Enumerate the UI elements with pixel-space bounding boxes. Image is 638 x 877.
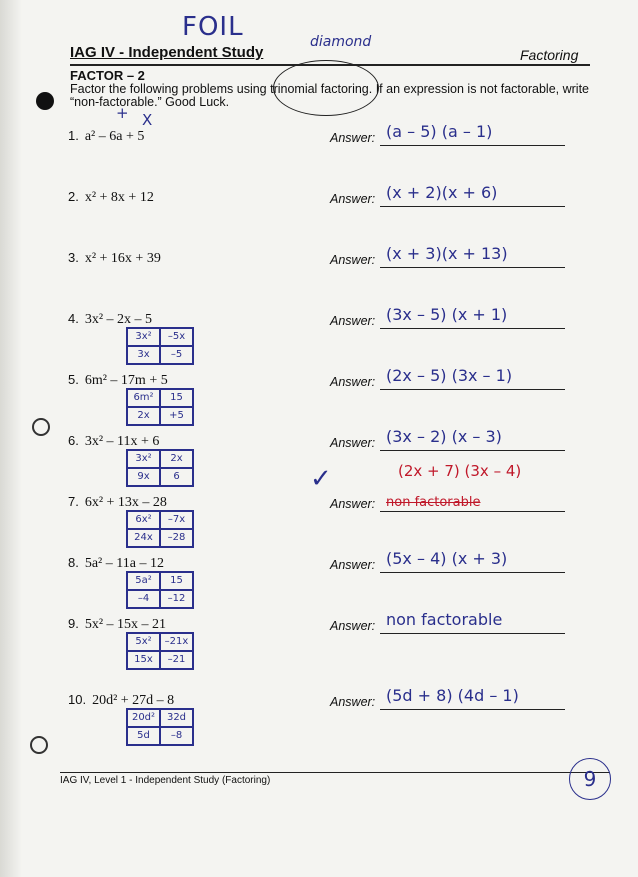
- problem-expression-text: 6x² + 13x – 28: [84, 495, 167, 510]
- factoring-box-cell: –7x: [160, 511, 193, 529]
- handwritten-answer[interactable]: (a – 5) (a – 1): [386, 122, 493, 141]
- problem-number: 9.: [68, 616, 79, 631]
- problem-expression: [68, 494, 167, 511]
- problem-expression: [68, 128, 144, 145]
- factoring-box-cell: 6m²: [127, 389, 160, 407]
- answer-line: [380, 145, 565, 146]
- factoring-box-work: [126, 510, 194, 548]
- handwritten-answer[interactable]: non factorable: [386, 495, 481, 510]
- factoring-box-cell: 24x: [127, 529, 160, 547]
- page-edge-shadow: [0, 0, 22, 877]
- problem-expression-text: 6m² – 17m + 5: [84, 373, 168, 388]
- factoring-box-work: [126, 449, 194, 487]
- handwritten-answer[interactable]: (3x – 5) (x + 1): [386, 305, 508, 324]
- problem-expression-text: 5x² – 15x – 21: [84, 617, 167, 632]
- problem-number: 5.: [68, 372, 79, 387]
- factoring-box-cell: 3x: [127, 346, 160, 364]
- answer-label: Answer:: [330, 375, 376, 389]
- problem-expression: [68, 311, 152, 328]
- factoring-box-cell: –5x: [160, 328, 193, 346]
- factoring-box-cell: –28: [160, 529, 193, 547]
- factoring-box-cell: 3x²: [127, 328, 160, 346]
- factoring-box-work: [126, 571, 194, 609]
- problem-number: 7.: [68, 494, 79, 509]
- problem-expression-text: 5a² – 11a – 12: [84, 556, 164, 571]
- worksheet-title: IAG IV - Independent Study: [70, 44, 264, 61]
- problem-expression: [68, 692, 174, 709]
- factoring-box-work: [126, 708, 194, 746]
- problem-expression: [68, 250, 161, 267]
- problem-expression-text: x² + 16x + 39: [84, 251, 161, 266]
- problem-number: 6.: [68, 433, 79, 448]
- problem-expression: [68, 189, 154, 206]
- factoring-box-cell: 5d: [127, 727, 160, 745]
- handwritten-diamond-note: diamond: [310, 34, 372, 50]
- problem-number: 2.: [68, 189, 79, 204]
- answer-line: [380, 709, 565, 710]
- factoring-box-cell: 20d²: [127, 709, 160, 727]
- answer-line: [380, 267, 565, 268]
- problem-expression: [68, 433, 159, 450]
- answer-label: Answer:: [330, 695, 376, 709]
- answer-line: [380, 572, 565, 573]
- factoring-box-work: [126, 327, 194, 365]
- punch-hole-icon: [36, 92, 54, 110]
- factoring-box-cell: 9x: [127, 468, 160, 486]
- factoring-box-cell: +5: [160, 407, 193, 425]
- punch-hole-ring-icon: [30, 736, 48, 754]
- problem-expression: [68, 372, 168, 389]
- handwritten-answer[interactable]: (x + 2)(x + 6): [386, 183, 498, 202]
- factoring-box-cell: –21: [160, 651, 193, 669]
- handwritten-answer[interactable]: (5x – 4) (x + 3): [386, 549, 508, 568]
- footer-text: IAG IV, Level 1 - Independent Study (Factoring): [60, 775, 271, 786]
- factoring-box-cell: 15x: [127, 651, 160, 669]
- problem-number: 8.: [68, 555, 79, 570]
- factoring-box-cell: 2x: [160, 450, 193, 468]
- factoring-box-cell: 15: [160, 572, 193, 590]
- factoring-box-cell: 32d: [160, 709, 193, 727]
- problem-number: 3.: [68, 250, 79, 265]
- answer-line: [380, 450, 565, 451]
- handwritten-foil-note: FOIL: [182, 12, 244, 42]
- page-number-circle: 9: [569, 758, 611, 800]
- answer-label: Answer:: [330, 497, 376, 511]
- handwritten-answer[interactable]: (5d + 8) (4d – 1): [386, 686, 519, 705]
- problem-expression-text: 3x² – 2x – 5: [84, 312, 153, 327]
- check-mark-icon: ✓: [310, 464, 332, 494]
- answer-line: [380, 206, 565, 207]
- answer-label: Answer:: [330, 314, 376, 328]
- factoring-box-cell: –4: [127, 590, 160, 608]
- punch-hole-ring-icon: [32, 418, 50, 436]
- handwritten-x-mark: X: [142, 111, 153, 129]
- answer-label: Answer:: [330, 131, 376, 145]
- footer-rule: [60, 772, 610, 773]
- factoring-box-cell: 5x²: [127, 633, 160, 651]
- factoring-box-cell: –12: [160, 590, 193, 608]
- factoring-box-cell: 3x²: [127, 450, 160, 468]
- answer-label: Answer:: [330, 619, 376, 633]
- handwritten-answer[interactable]: (3x – 2) (x – 3): [386, 427, 502, 446]
- handwritten-answer[interactable]: (x + 3)(x + 13): [386, 244, 508, 263]
- answer-label: Answer:: [330, 436, 376, 450]
- answer-line: [380, 328, 565, 329]
- factoring-box-cell: 2x: [127, 407, 160, 425]
- correction-answer: (2x + 7) (3x – 4): [398, 462, 522, 480]
- problem-expression-text: x² + 8x + 12: [84, 190, 154, 205]
- answer-line: [380, 511, 565, 512]
- factoring-box-cell: –8: [160, 727, 193, 745]
- problem-number: 4.: [68, 311, 79, 326]
- problem-expression-text: a² – 6a + 5: [84, 129, 145, 144]
- problem-expression: [68, 555, 164, 572]
- worksheet-topic: Factoring: [520, 47, 579, 63]
- answer-line: [380, 389, 565, 390]
- problem-number: 10.: [68, 692, 87, 707]
- handwritten-answer[interactable]: (2x – 5) (3x – 1): [386, 366, 513, 385]
- problem-expression: [68, 616, 166, 633]
- factoring-box-cell: 5a²: [127, 572, 160, 590]
- factoring-box-cell: 15: [160, 389, 193, 407]
- problem-number: 1.: [68, 128, 79, 143]
- problem-expression-text: 20d² + 27d – 8: [92, 693, 175, 708]
- instructions-text: Factor the following problems using trinomial factoring. If an expression is not factorable, write “non-factorable.” Good Luck.: [70, 82, 589, 109]
- answer-label: Answer:: [330, 192, 376, 206]
- answer-line: [380, 633, 565, 634]
- handwritten-plus-mark: +: [116, 104, 129, 122]
- factoring-box-cell: –21x: [160, 633, 193, 651]
- factoring-box-cell: 6x²: [127, 511, 160, 529]
- circled-annotation: [273, 60, 379, 116]
- section-heading: FACTOR – 2: [70, 68, 145, 83]
- factoring-box-work: [126, 632, 194, 670]
- answer-label: Answer:: [330, 558, 376, 572]
- answer-label: Answer:: [330, 253, 376, 267]
- factoring-box-work: [126, 388, 194, 426]
- factoring-box-cell: 6: [160, 468, 193, 486]
- factoring-box-cell: –5: [160, 346, 193, 364]
- handwritten-answer[interactable]: non factorable: [386, 610, 503, 629]
- problem-expression-text: 3x² – 11x + 6: [84, 434, 160, 449]
